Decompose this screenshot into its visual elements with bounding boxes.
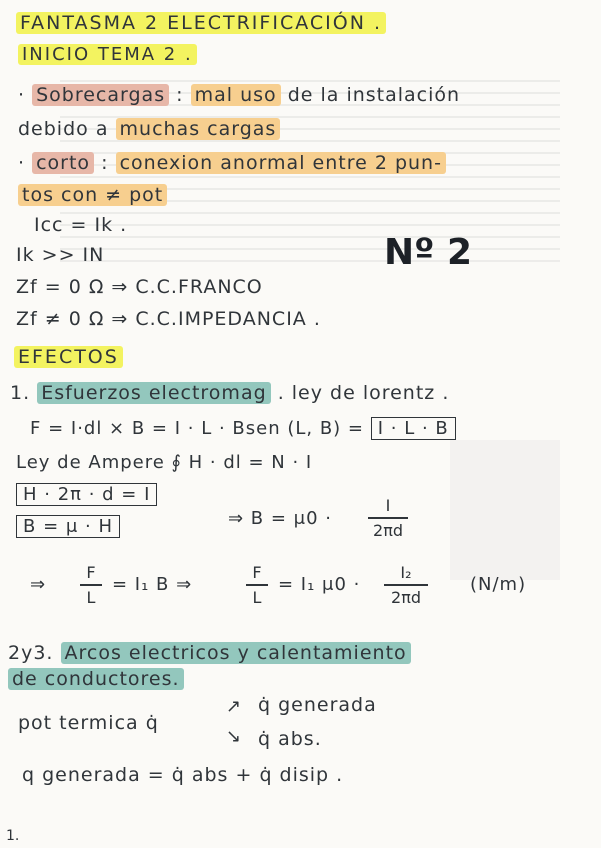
subtitle [18,44,197,65]
equation-icc: Icc = Ik . [34,214,128,236]
equation-cc-impedancia: Zf ≠ 0 Ω ⇒ C.C.IMPEDANCIA . [16,308,321,330]
b-equation: ⇒ B = μ0 · [228,508,333,529]
f-frac2-num: F [252,563,262,582]
effects-heading [14,346,123,368]
item-1-rest: . ley de lorentz . [277,382,450,404]
equation-cc-franco: Zf = 0 Ω ⇒ C.C.FRANCO [16,276,263,298]
sobrecargas-l2b: muchas cargas [116,118,281,140]
corto-def: conexion anormal entre 2 pun- [116,152,446,174]
item-23-number: 2y3. [8,642,54,664]
sobrecargas-line-1: · Sobrecargas : mal uso de la instalación [18,84,461,106]
sobrecargas-l2a: debido a [18,118,109,140]
corto-term: corto [32,152,94,174]
f-frac1-den: L [86,587,96,607]
equation-ik: Ik >> IN [16,244,105,266]
page-number: 1. [6,828,20,844]
f-units: (N/m) [470,574,527,595]
f-frac3-num: I₂ [400,563,412,582]
f-fraction-2 [246,563,268,607]
note-number-mark: Nº 2 [384,232,473,273]
b-fraction [368,496,408,540]
f-arrow: ⇒ [30,574,47,595]
boxed-equation-2 [16,516,120,537]
b-frac-num: I [385,496,391,515]
corto-l2: tos con ≠ pot [18,184,167,206]
f-fraction-1 [80,563,102,607]
f-frac3-den: 2πd [391,587,421,607]
lorentz-box: I · L · B [371,417,456,440]
boxed-equation-1 [16,484,157,505]
effects-heading-text: EFECTOS [14,346,123,368]
item-23-line-1 [8,642,411,664]
pot-arrow-2: ↘ [226,726,243,747]
lorentz-text: F = I·dl × B = I · L · Bsen (L, B) = [30,418,365,439]
item-23-line-2 [8,668,184,690]
ampere-law: Ley de Ampere ∮ H · dl = N · I [16,452,313,473]
b-frac-den: 2πd [373,520,403,540]
title-text: FANTASMA 2 ELECTRIFICACIÓN . [16,12,386,34]
f-middle-2: = I₁ μ0 · [278,574,361,595]
f-middle: = I₁ B ⇒ [112,574,193,595]
pot-abs: q̇ abs. [258,728,322,750]
item-1-number: 1. [10,382,31,404]
box-b-equation: B = μ · H [16,515,120,538]
corto-line-1: · corto : conexion anormal entre 2 pun- [18,152,446,174]
corto-line-2 [18,184,167,206]
sobrecargas-def: mal uso [191,84,281,106]
item-23-title-1: Arcos electricos y calentamiento [61,642,411,664]
box-h-equation: H · 2π · d = I [16,483,157,506]
pot-generada: q̇ generada [258,694,377,716]
sobrecargas-rest: de la instalación [287,84,461,106]
pot-arrow-1: ↗ [226,696,243,717]
lorentz-equation [30,418,456,439]
sobrecargas-line-2 [18,118,280,140]
item-23-title-2: de conductores. [8,668,184,690]
item-1-title: Esfuerzos electromag [37,382,270,404]
energy-balance: q generada = q̇ abs + q̇ disip . [22,764,344,786]
f-fraction-3 [384,563,428,607]
sobrecargas-term: Sobrecargas [32,84,169,106]
f-frac1-num: F [86,563,96,582]
subtitle-text: INICIO TEMA 2 . [18,44,197,65]
f-frac2-den: L [252,587,262,607]
pot-termica-label: pot termica q̇ [18,712,159,734]
item-1-line [10,382,449,404]
page-title [16,12,386,34]
